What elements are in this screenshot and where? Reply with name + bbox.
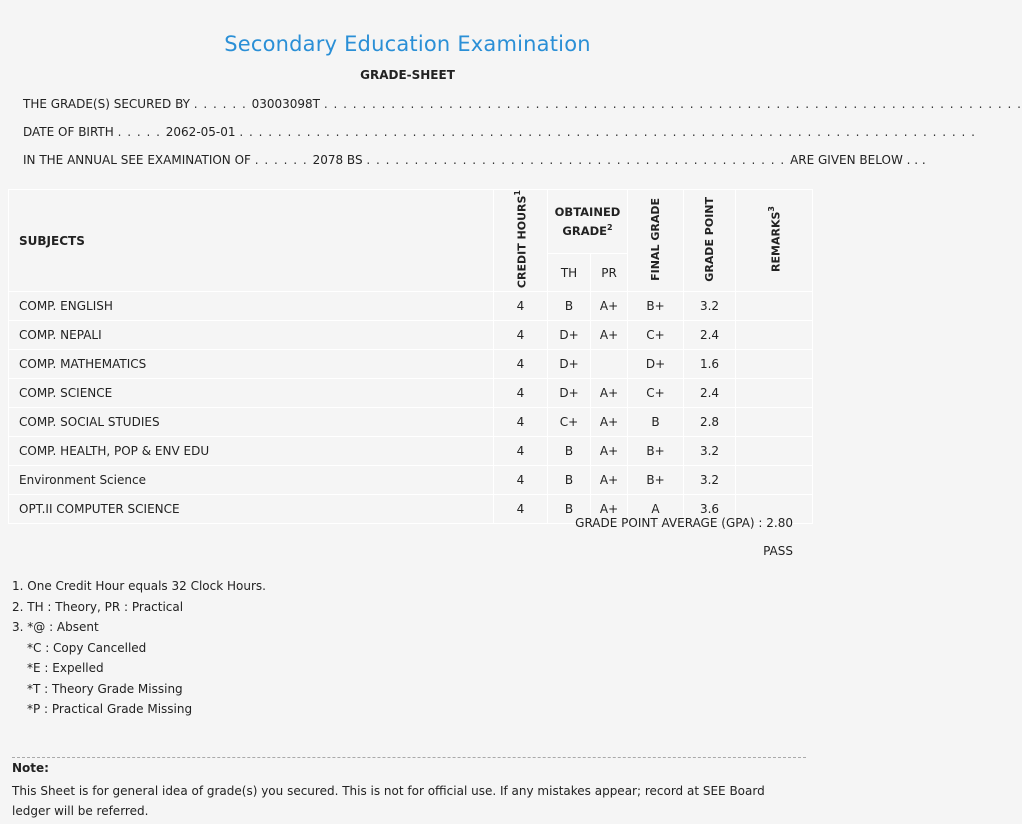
subject-cell: COMP. NEPALI [9,321,494,350]
theory-grade-cell: D+ [548,379,591,408]
footnote-item: *C : Copy Cancelled [27,640,147,655]
theory-grade-cell: D+ [548,350,591,379]
credit-hours-cell: 4 [494,495,548,524]
remarks-cell [736,292,813,321]
grade-sheet [4,0,1022,824]
footnote-item: *E : Expelled [27,661,104,675]
grade-point-cell: 1.6 [684,350,736,379]
subject-cell: COMP. SCIENCE [9,379,494,408]
dob-value: 2062-05-01 [165,125,236,139]
table-row [9,292,813,321]
remarks-cell [736,379,813,408]
subject-cell: COMP. SOCIAL STUDIES [9,408,494,437]
note-divider [12,757,806,758]
secured-by-label: THE GRADE(S) SECURED BY [23,97,190,111]
footnotes [12,576,266,720]
remarks-cell [736,321,813,350]
practical-grade-cell: A+ [591,292,628,321]
final-grade-cell: D+ [628,350,684,379]
dob-line: DATE OF BIRTH . . . . . 2062-05-01 . . . . . . . . . . . . . . . . . . . . . . . . . . . . . . . . . . . . . . . . . . . . . . . . . . . . . . . . . . . . . . . . . . . . . . . . . . . . . [23,125,976,139]
grade-point-header: GRADE POINT [684,190,736,292]
subject-cell: COMP. HEALTH, POP & ENV EDU [9,437,494,466]
theory-grade-cell: B [548,292,591,321]
subject-cell: Environment Science [9,466,494,495]
footnote-item: *P : Practical Grade Missing [27,702,193,716]
subject-cell: OPT.II COMPUTER SCIENCE [9,495,494,524]
credit-hours-cell: 4 [494,437,548,466]
exam-title: Secondary Education Examination [224,32,591,56]
practical-grade-cell: A+ [591,495,628,524]
credit-hours-cell: 4 [494,408,548,437]
grade-point-cell: 2.4 [684,379,736,408]
dob-label: DATE OF BIRTH [23,125,114,139]
subjects-header: SUBJECTS [9,190,494,292]
pr-header: PR [591,254,628,292]
credit-hours-cell: 4 [494,321,548,350]
footnote-item: 2. TH : Theory, PR : Practical [12,599,184,614]
practical-grade-cell [591,350,628,379]
table-row [9,437,813,466]
remarks-cell [736,437,813,466]
practical-grade-cell: A+ [591,466,628,495]
theory-grade-cell: B [548,495,591,524]
grade-point-cell: 3.2 [684,437,736,466]
result-status: PASS [763,544,793,558]
note-label: Note: [12,761,49,775]
theory-grade-cell: C+ [548,408,591,437]
credit-hours-cell: 4 [494,350,548,379]
remarks-cell [736,408,813,437]
exam-line: IN THE ANNUAL SEE EXAMINATION OF . . . . . . 2078 BS . . . . . . . . . . . . . . . . . . . . . . . . . . . . . . . . . . . . . . . . . . . . ARE GIVEN BELOW . . . [23,153,926,167]
table-row [9,321,813,350]
table-row [9,350,813,379]
final-grade-cell: C+ [628,379,684,408]
grades-table [8,189,813,524]
final-grade-cell: B [628,408,684,437]
gpa-summary: GRADE POINT AVERAGE (GPA) : 2.80 [575,516,793,530]
practical-grade-cell: A+ [591,408,628,437]
grade-sheet-heading: GRADE-SHEET [360,68,455,82]
credit-hours-cell: 4 [494,292,548,321]
theory-grade-cell: B [548,466,591,495]
note-text: This Sheet is for general idea of grade(s) you secured. This is not for official use. If any mistakes appear; record at SEE Board ledger will be referred. [12,784,765,818]
table-row [9,466,813,495]
table-row [9,379,813,408]
grade-point-cell: 3.6 [684,495,736,524]
exam-suffix: ARE GIVEN BELOW . . . [790,153,926,167]
grade-point-cell: 2.8 [684,408,736,437]
grade-point-cell: 3.2 [684,292,736,321]
footnote-item: 1. One Credit Hour equals 32 Clock Hours. [12,579,266,593]
final-grade-cell: B+ [628,437,684,466]
theory-grade-cell: B [548,437,591,466]
credit-hours-header: CREDIT HOURS$^1$ [494,190,548,292]
theory-grade-cell: D+ [548,321,591,350]
obtained-grade-header: OBTAINED GRADE$^2$ [548,190,628,254]
table-row [9,408,813,437]
final-grade-cell: B+ [628,466,684,495]
symbol-number: 03003098T [251,97,320,111]
footnote-item: 3. *@ : Absent [12,620,99,634]
credit-hours-cell: 4 [494,379,548,408]
grade-point-cell: 2.4 [684,321,736,350]
final-grade-cell: A [628,495,684,524]
remarks-header: REMARKS$^3$ [736,190,813,292]
final-grade-cell: B+ [628,292,684,321]
final-grade-cell: C+ [628,321,684,350]
grade-point-cell: 3.2 [684,466,736,495]
secured-by-line: THE GRADE(S) SECURED BY . . . . . . 03003098T . . . . . . . . . . . . . . . . . . . . . . . . . . . . . . . . . . . . . . . . . . . . . . . . . . . . . . . . . . . . . . . . . . . . . . . . . [23,97,1022,111]
footnote-item: *T : Theory Grade Missing [27,681,183,696]
remarks-cell [736,350,813,379]
subject-cell: COMP. MATHEMATICS [9,350,494,379]
practical-grade-cell: A+ [591,437,628,466]
credit-hours-cell: 4 [494,466,548,495]
remarks-cell [736,466,813,495]
final-grade-header: FINAL GRADE [628,190,684,292]
exam-label: IN THE ANNUAL SEE EXAMINATION OF [23,153,251,167]
practical-grade-cell: A+ [591,321,628,350]
th-header: TH [548,254,591,292]
practical-grade-cell: A+ [591,379,628,408]
exam-year: 2078 BS [312,153,363,167]
subject-cell: COMP. ENGLISH [9,292,494,321]
